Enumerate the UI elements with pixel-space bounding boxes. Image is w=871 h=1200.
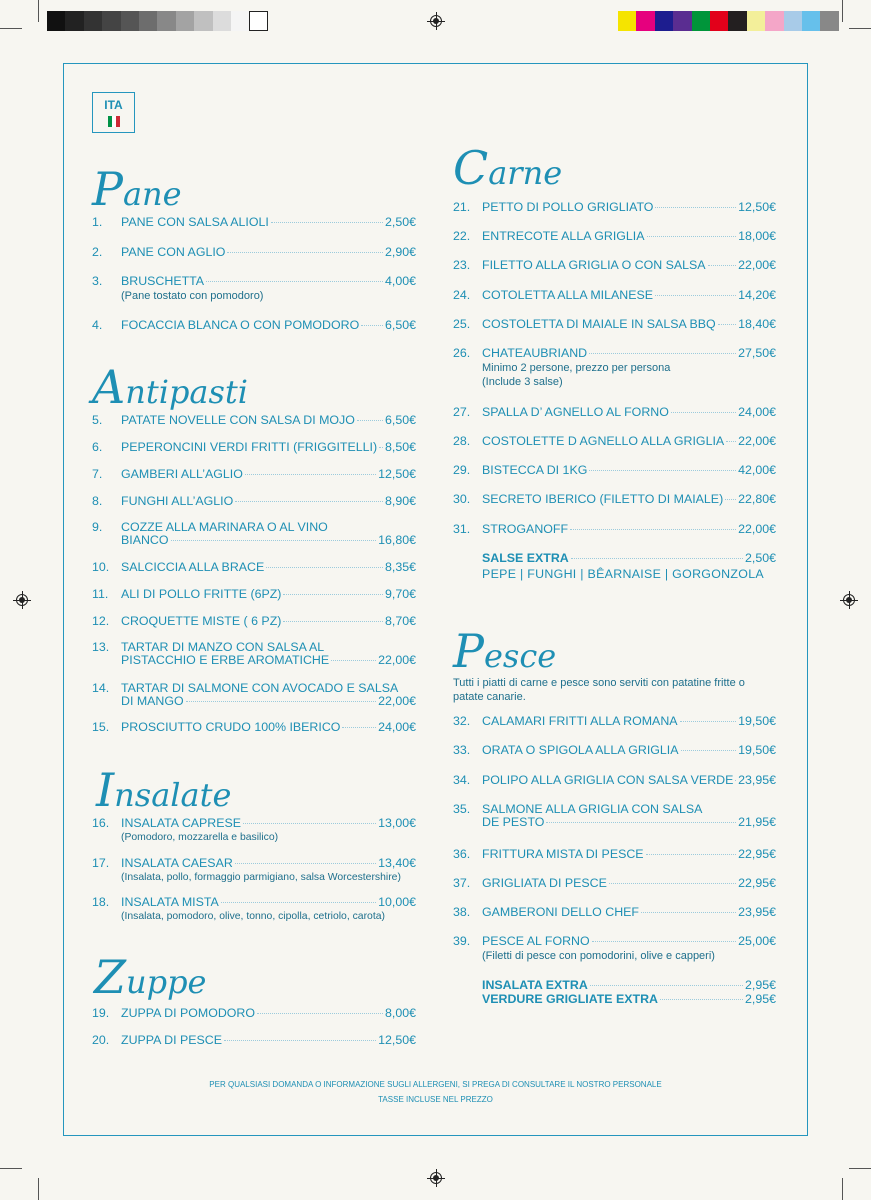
leader-dots	[235, 501, 383, 502]
item-name: COSTOLETTE D AGNELLO ALLA GRIGLIA	[482, 434, 725, 448]
heading-insalate: Insalate	[96, 763, 232, 817]
item-number: 32.	[453, 714, 471, 728]
menu-item	[453, 802, 776, 842]
leader-dots	[331, 660, 376, 661]
menu-item	[92, 318, 416, 358]
heading-pane: Pane	[92, 162, 182, 216]
item-number: 7.	[92, 467, 103, 481]
item-name: COSTOLETTA DI MAIALE IN SALSA BBQ	[482, 317, 716, 331]
leader-dots	[725, 499, 736, 500]
color-swatch	[176, 11, 194, 31]
footer-allergen-note: PER QUALSIASI DOMANDA O INFORMAZIONE SUGLI ALLERGENI, SI PREGA DI CONSULTARE IL NOSTRO PERSONALE	[209, 1080, 662, 1089]
registration-mark-icon	[430, 1172, 442, 1184]
language-code: ITA	[104, 98, 123, 112]
registration-mark-icon	[16, 594, 28, 606]
leader-dots	[257, 1013, 383, 1014]
item-name: SALMONE ALLA GRIGLIA CON SALSA	[482, 802, 703, 816]
item-name: ALI DI POLLO FRITTE (6PZ)	[121, 587, 282, 601]
item-name: BRUSCHETTA	[121, 274, 205, 288]
item-name: TARTAR DI MANZO CON SALSA AL	[121, 640, 325, 654]
leader-dots	[589, 470, 736, 471]
leader-dots	[570, 529, 736, 530]
leader-dots	[221, 902, 376, 903]
item-number: 39.	[453, 934, 471, 948]
leader-dots	[283, 621, 383, 622]
item-price: 16,80€	[378, 533, 416, 547]
item-number: 21.	[453, 200, 471, 214]
leader-dots	[647, 236, 737, 237]
leader-dots	[266, 567, 383, 568]
item-name: FRITTURA MISTA DI PESCE	[482, 847, 644, 861]
registration-mark-icon	[430, 15, 442, 27]
item-price: 19,50€	[738, 743, 776, 757]
leader-dots	[342, 727, 376, 728]
item-price: 2,50€	[384, 215, 416, 229]
leader-dots	[357, 420, 383, 421]
item-number: 36.	[453, 847, 471, 861]
item-name: CHATEAUBRIAND	[482, 346, 588, 360]
menu-item	[92, 274, 416, 314]
item-price: 8,00€	[384, 1006, 416, 1020]
color-swatch	[84, 11, 102, 31]
menu-item	[92, 640, 416, 680]
item-name-continued: BIANCO	[121, 533, 169, 547]
item-number: 10.	[92, 560, 110, 574]
item-price: 22,00€	[378, 653, 416, 667]
color-swatch	[231, 11, 249, 31]
item-price: 9,70€	[384, 587, 416, 601]
item-name: GRIGLIATA DI PESCE	[482, 876, 607, 890]
leader-dots	[726, 441, 736, 442]
menu-item	[92, 856, 416, 896]
insalata-extra-price: 2,95€	[744, 978, 776, 992]
item-number: 20.	[92, 1033, 110, 1047]
item-name-continued: PISTACCHIO E ERBE AROMATICHE	[121, 653, 330, 667]
leader-dots	[271, 222, 383, 223]
menu-item	[92, 720, 416, 760]
item-number: 34.	[453, 773, 471, 787]
leader-dots	[592, 941, 736, 942]
item-description: (Pomodoro, mozzarella e basilico)	[121, 832, 279, 843]
item-number: 35.	[453, 802, 471, 816]
heading-pesce: Pesce	[453, 624, 557, 678]
item-name: ENTRECOTE ALLA GRIGLIA	[482, 229, 645, 243]
color-swatch	[820, 11, 838, 31]
item-name: ORATA O SPIGOLA ALLA GRIGLIA	[482, 743, 679, 757]
item-number: 11.	[92, 587, 109, 601]
item-name: PEPERONCINI VERDI FRITTI (FRIGGITELLI)	[121, 440, 378, 454]
color-swatch	[618, 11, 636, 31]
item-price: 22,00€	[738, 258, 776, 272]
color-swatch	[636, 11, 654, 31]
item-name: GAMBERONI DELLO CHEF	[482, 905, 639, 919]
color-swatch	[710, 11, 728, 31]
leader-dots	[646, 854, 737, 855]
item-number: 8.	[92, 494, 103, 508]
item-description: Minimo 2 persone, prezzo per persona	[482, 362, 671, 374]
menu-item	[92, 520, 416, 560]
leader-dots	[589, 353, 736, 354]
item-number: 29.	[453, 463, 471, 477]
leader-dots	[641, 912, 736, 913]
heading-antipasti: Antipasti	[92, 360, 249, 414]
leader-dots	[718, 324, 736, 325]
item-name: COTOLETTA ALLA MILANESE	[482, 288, 654, 302]
menu-item	[92, 681, 416, 721]
item-number: 31.	[453, 522, 471, 536]
color-swatch	[139, 11, 157, 31]
item-name: FUNGHI ALL’AGLIO	[121, 494, 234, 508]
item-name-continued: DI MANGO	[121, 694, 184, 708]
item-description: (Insalata, pomodoro, olive, tonno, cipolla, cetriolo, carota)	[121, 911, 385, 922]
item-price: 22,00€	[738, 522, 776, 536]
leader-dots	[609, 883, 736, 884]
item-price: 22,00€	[378, 694, 416, 708]
item-number: 25.	[453, 317, 471, 331]
item-name: INSALATA MISTA	[121, 895, 219, 909]
item-name: PESCE AL FORNO	[482, 934, 590, 948]
insalata-extra-label: INSALATA EXTRA	[482, 978, 588, 992]
item-name: FILETTO ALLA GRIGLIA O CON SALSA	[482, 258, 706, 272]
verdure-extra-label: VERDURE GRIGLIATE EXTRA	[482, 992, 659, 1006]
menu-item	[453, 934, 776, 974]
crop-mark	[849, 1168, 871, 1169]
salse-extra-price: 2,50€	[744, 551, 776, 565]
item-price: 19,50€	[738, 714, 776, 728]
item-name: ZUPPA DI POMODORO	[121, 1006, 256, 1020]
item-name: PETTO DI POLLO GRIGLIATO	[482, 200, 654, 214]
item-name: PANE CON SALSA ALIOLI	[121, 215, 269, 229]
color-swatch	[121, 11, 139, 31]
item-name: BISTECCA DI 1KG	[482, 463, 588, 477]
leader-dots	[655, 207, 736, 208]
item-price: 12,50€	[378, 467, 416, 481]
grayscale-color-bar	[47, 11, 268, 31]
item-price: 23,95€	[738, 905, 776, 919]
item-name: PATATE NOVELLE CON SALSA DI MOJO	[121, 413, 355, 427]
crop-mark	[38, 0, 39, 22]
item-number: 23.	[453, 258, 471, 272]
leader-dots	[708, 265, 737, 266]
item-price: 4,00€	[384, 274, 416, 288]
item-number: 24.	[453, 288, 471, 302]
item-description: (Filetti di pesce con pomodorini, olive e capperi)	[482, 950, 715, 962]
item-price: 25,00€	[738, 934, 776, 948]
leader-dots	[361, 325, 383, 326]
item-number: 26.	[453, 346, 471, 360]
salse-options: PEPE | FUNGHI | BÊARNAISE | GORGONZOLA	[482, 567, 764, 581]
heading-carne: Carne	[453, 141, 563, 195]
color-swatch	[194, 11, 212, 31]
pesce-note: Tutti i piatti di carne e pesce sono serviti con patatine fritte o patate canarie.	[453, 677, 745, 703]
leader-dots	[235, 863, 376, 864]
item-number: 17.	[92, 856, 110, 870]
item-price: 12,50€	[378, 1033, 416, 1047]
item-number: 38.	[453, 905, 471, 919]
item-number: 12.	[92, 614, 110, 628]
item-price: 8,70€	[384, 614, 416, 628]
menu-item	[92, 1033, 416, 1073]
leader-dots	[735, 780, 736, 781]
item-name: INSALATA CAPRESE	[121, 816, 242, 830]
item-name: CROQUETTE MISTE ( 6 PZ)	[121, 614, 282, 628]
item-description: (Insalata, pollo, formaggio parmigiano, salsa Worcestershire)	[121, 872, 401, 883]
italian-flag-icon	[93, 116, 134, 127]
item-price: 8,90€	[384, 494, 416, 508]
item-price: 8,50€	[384, 440, 416, 454]
leader-dots	[171, 540, 377, 541]
item-price: 18,00€	[738, 229, 776, 243]
crop-mark	[842, 0, 843, 22]
footer-tax-note: TASSE INCLUSE NEL PREZZO	[378, 1095, 493, 1104]
item-name: ZUPPA DI PESCE	[121, 1033, 222, 1047]
item-price: 13,00€	[378, 816, 416, 830]
crop-mark	[0, 1168, 22, 1169]
item-name: FOCACCIA BLANCA O CON POMODORO	[121, 318, 360, 332]
item-number: 1.	[92, 215, 103, 229]
leader-dots	[224, 1040, 376, 1041]
crop-mark	[38, 1178, 39, 1200]
registration-mark-icon	[843, 594, 855, 606]
item-price: 13,40€	[378, 856, 416, 870]
color-swatch	[47, 11, 65, 31]
item-price: 8,35€	[384, 560, 416, 574]
item-description: (Pane tostato con pomodoro)	[121, 290, 264, 302]
flag-stripe-red	[116, 116, 120, 127]
item-number: 16.	[92, 816, 110, 830]
item-price: 10,00€	[378, 895, 416, 909]
color-swatch	[213, 11, 231, 31]
item-number: 37.	[453, 876, 471, 890]
item-price: 23,95€	[738, 773, 776, 787]
item-number: 3.	[92, 274, 103, 288]
heading-zuppe: Zuppe	[94, 950, 207, 1004]
item-number: 15.	[92, 720, 110, 734]
color-swatch	[802, 11, 820, 31]
item-price: 42,00€	[738, 463, 776, 477]
item-price: 12,50€	[738, 200, 776, 214]
item-name: PROSCIUTTO CRUDO 100% IBERICO	[121, 720, 341, 734]
pesce-extras	[482, 978, 776, 1008]
crop-mark	[842, 1178, 843, 1200]
item-price: 22,95€	[738, 847, 776, 861]
item-price: 21,95€	[738, 815, 776, 829]
item-number: 18.	[92, 895, 110, 909]
salse-extra-label: SALSE EXTRA	[482, 551, 569, 565]
leader-dots	[379, 447, 383, 448]
item-price: 22,95€	[738, 876, 776, 890]
color-swatch	[249, 11, 267, 31]
leader-dots	[671, 412, 736, 413]
item-number: 19.	[92, 1006, 110, 1020]
item-price: 2,90€	[384, 245, 416, 259]
item-number: 9.	[92, 520, 103, 534]
color-swatch	[692, 11, 710, 31]
color-swatch	[655, 11, 673, 31]
leader-dots	[283, 594, 383, 595]
color-swatch	[157, 11, 175, 31]
item-price: 22,00€	[738, 434, 776, 448]
crop-mark	[0, 28, 22, 29]
item-number: 13.	[92, 640, 110, 654]
item-number: 5.	[92, 413, 103, 427]
item-number: 6.	[92, 440, 103, 454]
language-badge[interactable]	[92, 92, 135, 133]
item-price: 22,80€	[738, 492, 776, 506]
item-name-continued: DE PESTO	[482, 815, 545, 829]
color-swatch	[784, 11, 802, 31]
item-number: 4.	[92, 318, 103, 332]
color-swatch	[765, 11, 783, 31]
item-name: SALCICCIA ALLA BRACE	[121, 560, 265, 574]
leader-dots	[206, 281, 383, 282]
color-swatch	[673, 11, 691, 31]
item-name: GAMBERI ALL’AGLIO	[121, 467, 243, 481]
salse-extra	[482, 551, 776, 583]
leader-dots	[681, 750, 737, 751]
menu-item	[92, 816, 416, 856]
leader-dots	[186, 701, 376, 702]
crop-mark	[849, 28, 871, 29]
menu-item	[92, 895, 416, 935]
leader-dots	[546, 822, 736, 823]
item-name: PANE CON AGLIO	[121, 245, 226, 259]
item-price: 18,40€	[738, 317, 776, 331]
item-number: 28.	[453, 434, 471, 448]
process-color-bar	[618, 11, 839, 31]
leader-dots	[680, 721, 737, 722]
item-price: 27,50€	[738, 346, 776, 360]
item-price: 24,00€	[738, 405, 776, 419]
item-number: 33.	[453, 743, 471, 757]
item-number: 14.	[92, 681, 110, 695]
color-swatch	[728, 11, 746, 31]
item-name: TARTAR DI SALMONE CON AVOCADO E SALSA	[121, 681, 399, 695]
item-name: STROGANOFF	[482, 522, 569, 536]
leader-dots	[227, 252, 383, 253]
item-name: POLIPO ALLA GRIGLIA CON SALSA VERDE	[482, 773, 734, 787]
leader-dots	[245, 474, 376, 475]
item-name: SPALLA D’ AGNELLO AL FORNO	[482, 405, 669, 419]
menu-item	[453, 346, 776, 386]
item-name: INSALATA CAESAR	[121, 856, 233, 870]
item-name: CALAMARI FRITTI ALLA ROMANA	[482, 714, 678, 728]
verdure-extra-price: 2,95€	[744, 992, 776, 1006]
item-price: 24,00€	[378, 720, 416, 734]
leader-dots	[243, 823, 376, 824]
color-swatch	[102, 11, 120, 31]
item-number: 27.	[453, 405, 471, 419]
color-swatch	[747, 11, 765, 31]
item-name: SECRETO IBERICO (FILETTO DI MAIALE)	[482, 492, 724, 506]
leader-dots	[655, 295, 736, 296]
item-name: COZZE ALLA MARINARA O AL VINO	[121, 520, 328, 534]
item-price: 6,50€	[384, 413, 416, 427]
item-number: 30.	[453, 492, 471, 506]
item-price: 6,50€	[384, 318, 416, 332]
item-description: (Include 3 salse)	[482, 376, 563, 388]
item-number: 22.	[453, 229, 471, 243]
item-price: 14,20€	[738, 288, 776, 302]
item-number: 2.	[92, 245, 103, 259]
color-swatch	[65, 11, 83, 31]
